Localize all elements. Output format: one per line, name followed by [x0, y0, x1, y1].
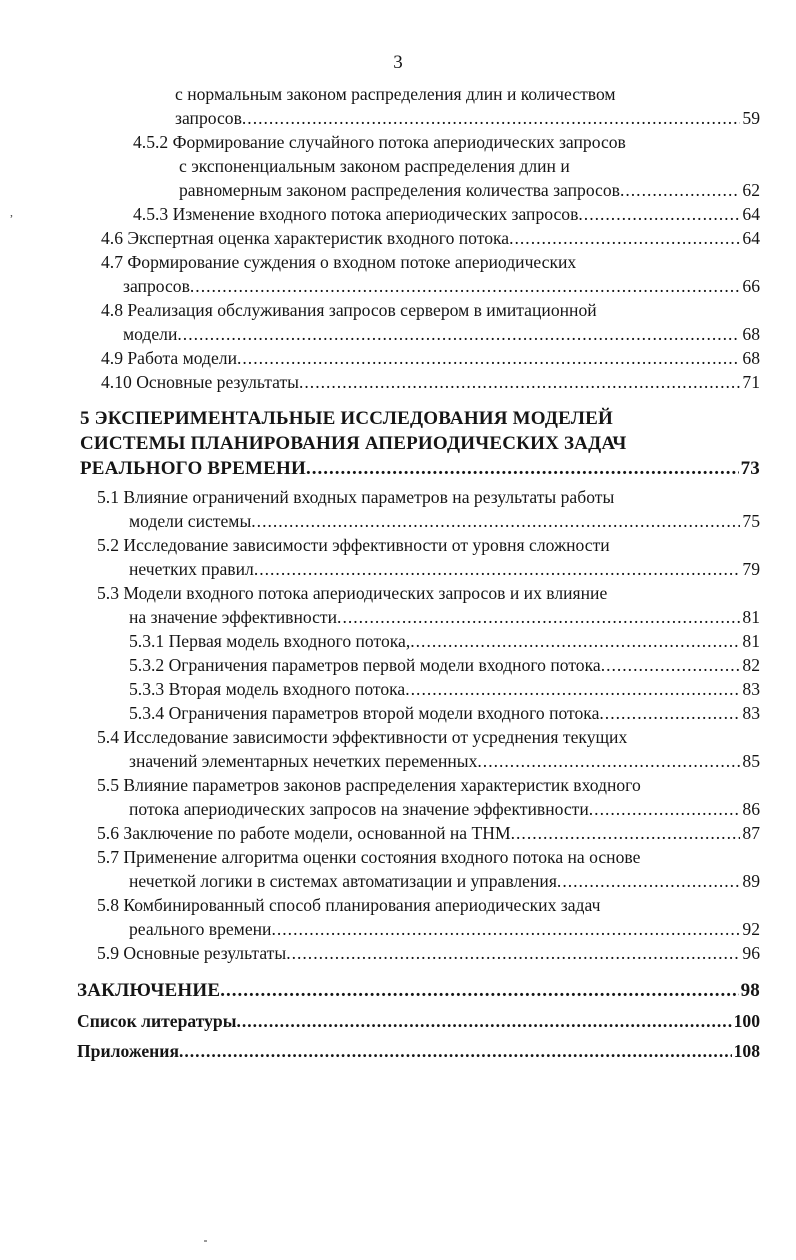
toc-entry: [0, 346, 760, 370]
toc-entry-title-line: 4.5.2 Формирование случайного потока апериодических запросов: [133, 132, 626, 152]
toc-entry-title: 5.3.1 Первая модель входного потока,: [129, 631, 411, 651]
toc-entry-title-line: 4.8 Реализация обслуживания запросов сервером в имитационной: [101, 300, 597, 320]
toc-entry-page: 68: [742, 324, 760, 344]
toc-entry: [0, 250, 760, 298]
toc-entry-title-line: 5.4 Исследование зависимости эффективности от усреднения текущих: [97, 727, 628, 747]
toc-entry: [0, 677, 760, 701]
toc-entry: [0, 941, 760, 965]
dot-leader: [405, 677, 740, 701]
dot-leader: [306, 456, 739, 481]
dot-leader: [179, 1039, 732, 1063]
toc-entry-title: запросов: [123, 276, 190, 296]
toc-entry: [0, 202, 760, 226]
toc-entry-page: 71: [742, 372, 760, 392]
dot-leader: [599, 701, 740, 725]
toc-entry-title: нечеткой логики в системах автоматизации и управления: [129, 871, 557, 891]
toc-entry-title: нечетких правил: [129, 559, 254, 579]
toc-entry-title: значений элементарных нечетких переменных: [129, 751, 478, 771]
dot-leader: [578, 202, 740, 226]
toc-entry-page: 81: [742, 607, 760, 627]
toc-entry-title: РЕАЛЬНОГО ВРЕМЕНИ: [80, 458, 306, 479]
toc-entry-page: 100: [733, 1011, 760, 1031]
toc-entry-page: 68: [742, 348, 760, 368]
dot-leader: [337, 605, 740, 629]
toc-entry-title: на значение эффективности: [129, 607, 338, 627]
dot-leader: [190, 274, 741, 298]
table-of-contents: [0, 82, 796, 1063]
toc-entry-title-line: 5.8 Комбинированный способ планирования апериодических задач: [97, 895, 601, 915]
page-number: 3: [393, 52, 403, 73]
toc-entry-title-line: с экспоненциальным законом распределения длин и: [179, 156, 570, 176]
toc-entry: [0, 701, 760, 725]
dot-leader: [299, 370, 740, 394]
toc-entry-page: 89: [742, 871, 760, 891]
dot-leader: [220, 978, 738, 1003]
toc-entry-page: 85: [742, 751, 760, 771]
toc-entry-title-line: 5.3 Модели входного потока апериодических запросов и их влияние: [97, 583, 608, 603]
scan-speck: [204, 1240, 207, 1242]
toc-entry-page: 83: [742, 679, 760, 699]
toc-entry-title: 4.10 Основные результаты: [101, 372, 299, 392]
toc-entry: [0, 406, 760, 481]
toc-entry-title-line: 5.2 Исследование зависимости эффективности от уровня сложности: [97, 535, 610, 555]
dot-leader: [620, 178, 740, 202]
toc-entry-title: модели системы: [129, 511, 252, 531]
toc-entry: [0, 485, 760, 533]
toc-entry-page: 62: [742, 180, 760, 200]
toc-entry-title-line: 5.5 Влияние параметров законов распределения характеристик входного: [97, 775, 641, 795]
toc-entry-title: 5.9 Основные результаты: [97, 943, 287, 963]
toc-entry-title-line: 5 ЭКСПЕРИМЕНТАЛЬНЫЕ ИССЛЕДОВАНИЯ МОДЕЛЕЙ: [80, 408, 613, 429]
toc-entry: [0, 653, 760, 677]
toc-entry-page: 64: [742, 204, 760, 224]
dot-leader: [477, 749, 740, 773]
dot-leader: [410, 629, 740, 653]
toc-entry: [0, 821, 760, 845]
dot-leader: [557, 869, 740, 893]
toc-entry-page: 86: [742, 799, 760, 819]
toc-entry-page: 98: [740, 980, 760, 1001]
toc-entry-page: 108: [733, 1041, 760, 1061]
dot-leader: [254, 557, 741, 581]
margin-mark: ,: [10, 205, 13, 219]
toc-entry-title: 5.3.2 Ограничения параметров первой модели входного потока: [129, 655, 601, 675]
toc-entry-page: 92: [742, 919, 760, 939]
toc-entry-title: запросов: [175, 108, 242, 128]
toc-entry-title-line: 5.7 Применение алгоритма оценки состояния входного потока на основе: [97, 847, 641, 867]
toc-entry: [0, 130, 760, 202]
dot-leader: [509, 226, 740, 250]
toc-entry-page: 64: [742, 228, 760, 248]
toc-entry: [0, 978, 760, 1003]
dot-leader: [251, 509, 740, 533]
toc-entry: [0, 533, 760, 581]
toc-entry: [0, 581, 760, 629]
toc-entry-title: 4.9 Работа модели: [101, 348, 237, 368]
toc-entry-title: 4.6 Экспертная оценка характеристик входного потока: [101, 228, 510, 248]
toc-entry-title-line: 4.7 Формирование суждения о входном потоке апериодических: [101, 252, 577, 272]
toc-entry-title: ЗАКЛЮЧЕНИЕ: [77, 980, 221, 1001]
toc-entry-page: 73: [740, 458, 760, 479]
toc-entry: [0, 725, 760, 773]
toc-entry: [0, 298, 760, 346]
toc-entry: [0, 845, 760, 893]
toc-entry-page: 79: [742, 559, 760, 579]
toc-entry-page: 87: [742, 823, 760, 843]
dot-leader: [511, 821, 741, 845]
toc-entry-page: 83: [742, 703, 760, 723]
toc-entry: [0, 370, 760, 394]
toc-entry-title: 5.6 Заключение по работе модели, основанной на ТНМ: [97, 823, 511, 843]
dot-leader: [177, 322, 740, 346]
toc-entry: [0, 629, 760, 653]
toc-entry: [0, 1009, 760, 1033]
dot-leader: [589, 797, 741, 821]
toc-entry-title: модели: [123, 324, 178, 344]
toc-entry: [0, 773, 760, 821]
toc-entry-page: 59: [742, 108, 760, 128]
toc-entry-title: Приложения: [77, 1041, 179, 1061]
toc-entry: [0, 82, 760, 130]
toc-entry-title-line: 5.1 Влияние ограничений входных параметров на результаты работы: [97, 487, 615, 507]
dot-leader: [242, 106, 741, 130]
toc-entry: [0, 226, 760, 250]
toc-entry-title-line: СИСТЕМЫ ПЛАНИРОВАНИЯ АПЕРИОДИЧЕСКИХ ЗАДАЧ: [80, 433, 627, 454]
toc-entry-title-line: с нормальным законом распределения длин и количеством: [175, 84, 616, 104]
dot-leader: [601, 653, 741, 677]
dot-leader: [271, 917, 740, 941]
toc-entry-page: 75: [742, 511, 760, 531]
toc-entry-title: 5.3.4 Ограничения параметров второй модели входного потока: [129, 703, 600, 723]
dot-leader: [237, 346, 740, 370]
toc-entry-title: 5.3.3 Вторая модель входного потока: [129, 679, 406, 699]
toc-entry-title: потока апериодических запросов на значение эффективности: [129, 799, 589, 819]
toc-entry: [0, 1039, 760, 1063]
toc-entry-page: 96: [742, 943, 760, 963]
dot-leader: [286, 941, 740, 965]
toc-entry-title: реального времени: [129, 919, 272, 939]
toc-entry-title: 4.5.3 Изменение входного потока апериодических запросов: [133, 204, 579, 224]
toc-entry-page: 82: [742, 655, 760, 675]
dot-leader: [236, 1009, 731, 1033]
toc-entry-title: равномерным законом распределения количества запросов: [179, 180, 620, 200]
toc-entry-page: 81: [742, 631, 760, 651]
toc-entry-title: Список литературы: [77, 1011, 237, 1031]
toc-entry: [0, 893, 760, 941]
toc-entry-page: 66: [742, 276, 760, 296]
